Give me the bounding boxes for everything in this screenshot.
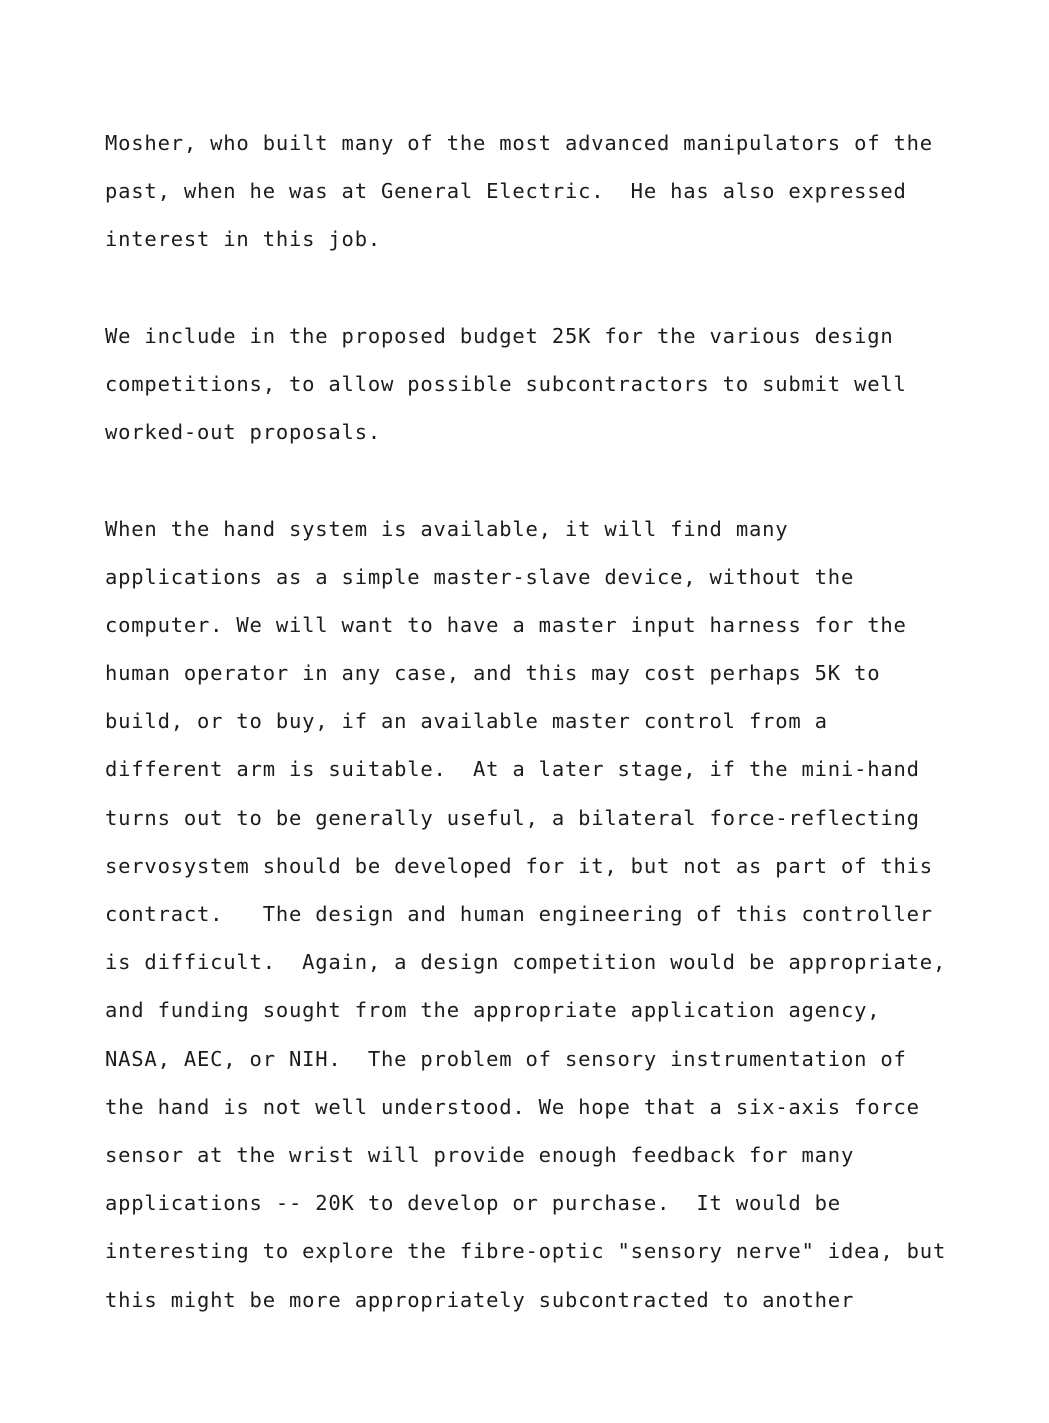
paragraph-2 xyxy=(105,319,1045,464)
body-text xyxy=(105,126,1045,1331)
text-line: servosystem should be developed for it, but not as part of this xyxy=(105,853,933,878)
text-line: sensor at the wrist will provide enough feedback for many xyxy=(105,1142,855,1167)
paragraph-gap xyxy=(105,463,1045,511)
text-line: applications as a simple master-slave device, without the xyxy=(105,564,855,589)
text-line: past, when he was at General Electric. He has also expressed xyxy=(105,179,907,204)
text-line: interest in this job. xyxy=(105,227,381,252)
text-line: worked-out proposals. xyxy=(105,420,381,445)
text-line: build, or to buy, if an available master control from a xyxy=(105,709,828,734)
paragraph-1 xyxy=(105,126,1045,271)
text-line: this might be more appropriately subcontracted to another xyxy=(105,1287,855,1312)
paragraph-gap xyxy=(105,271,1045,319)
text-line: the hand is not well understood. We hope that a six-axis force xyxy=(105,1094,920,1119)
text-line: interesting to explore the fibre-optic "sensory nerve" idea, but xyxy=(105,1239,947,1264)
text-line: human operator in any case, and this may cost perhaps 5K to xyxy=(105,661,881,686)
text-line: contract. The design and human engineering of this controller xyxy=(105,902,933,926)
text-line: When the hand system is available, it will find many xyxy=(105,516,789,541)
text-line: competitions, to allow possible subcontractors to submit well xyxy=(105,371,907,396)
text-line: We include in the proposed budget 25K for the various design xyxy=(105,323,894,348)
text-line: Mosher, who built many of the most advanced manipulators of the xyxy=(105,131,933,155)
text-line: NASA, AEC, or NIH. The problem of sensory instrumentation of xyxy=(105,1046,907,1071)
text-line: and funding sought from the appropriate application agency, xyxy=(105,998,881,1023)
text-line: different arm is suitable. At a later stage, if the mini-hand xyxy=(105,757,920,782)
text-line: computer. We will want to have a master input harness for the xyxy=(105,612,907,637)
text-line: is difficult. Again, a design competition would be appropriate, xyxy=(105,950,947,975)
paragraph-3 xyxy=(105,512,1045,1331)
text-line: applications -- 20K to develop or purchase. It would be xyxy=(105,1191,841,1216)
text-line: turns out to be generally useful, a bilateral force-reflecting xyxy=(105,805,920,830)
